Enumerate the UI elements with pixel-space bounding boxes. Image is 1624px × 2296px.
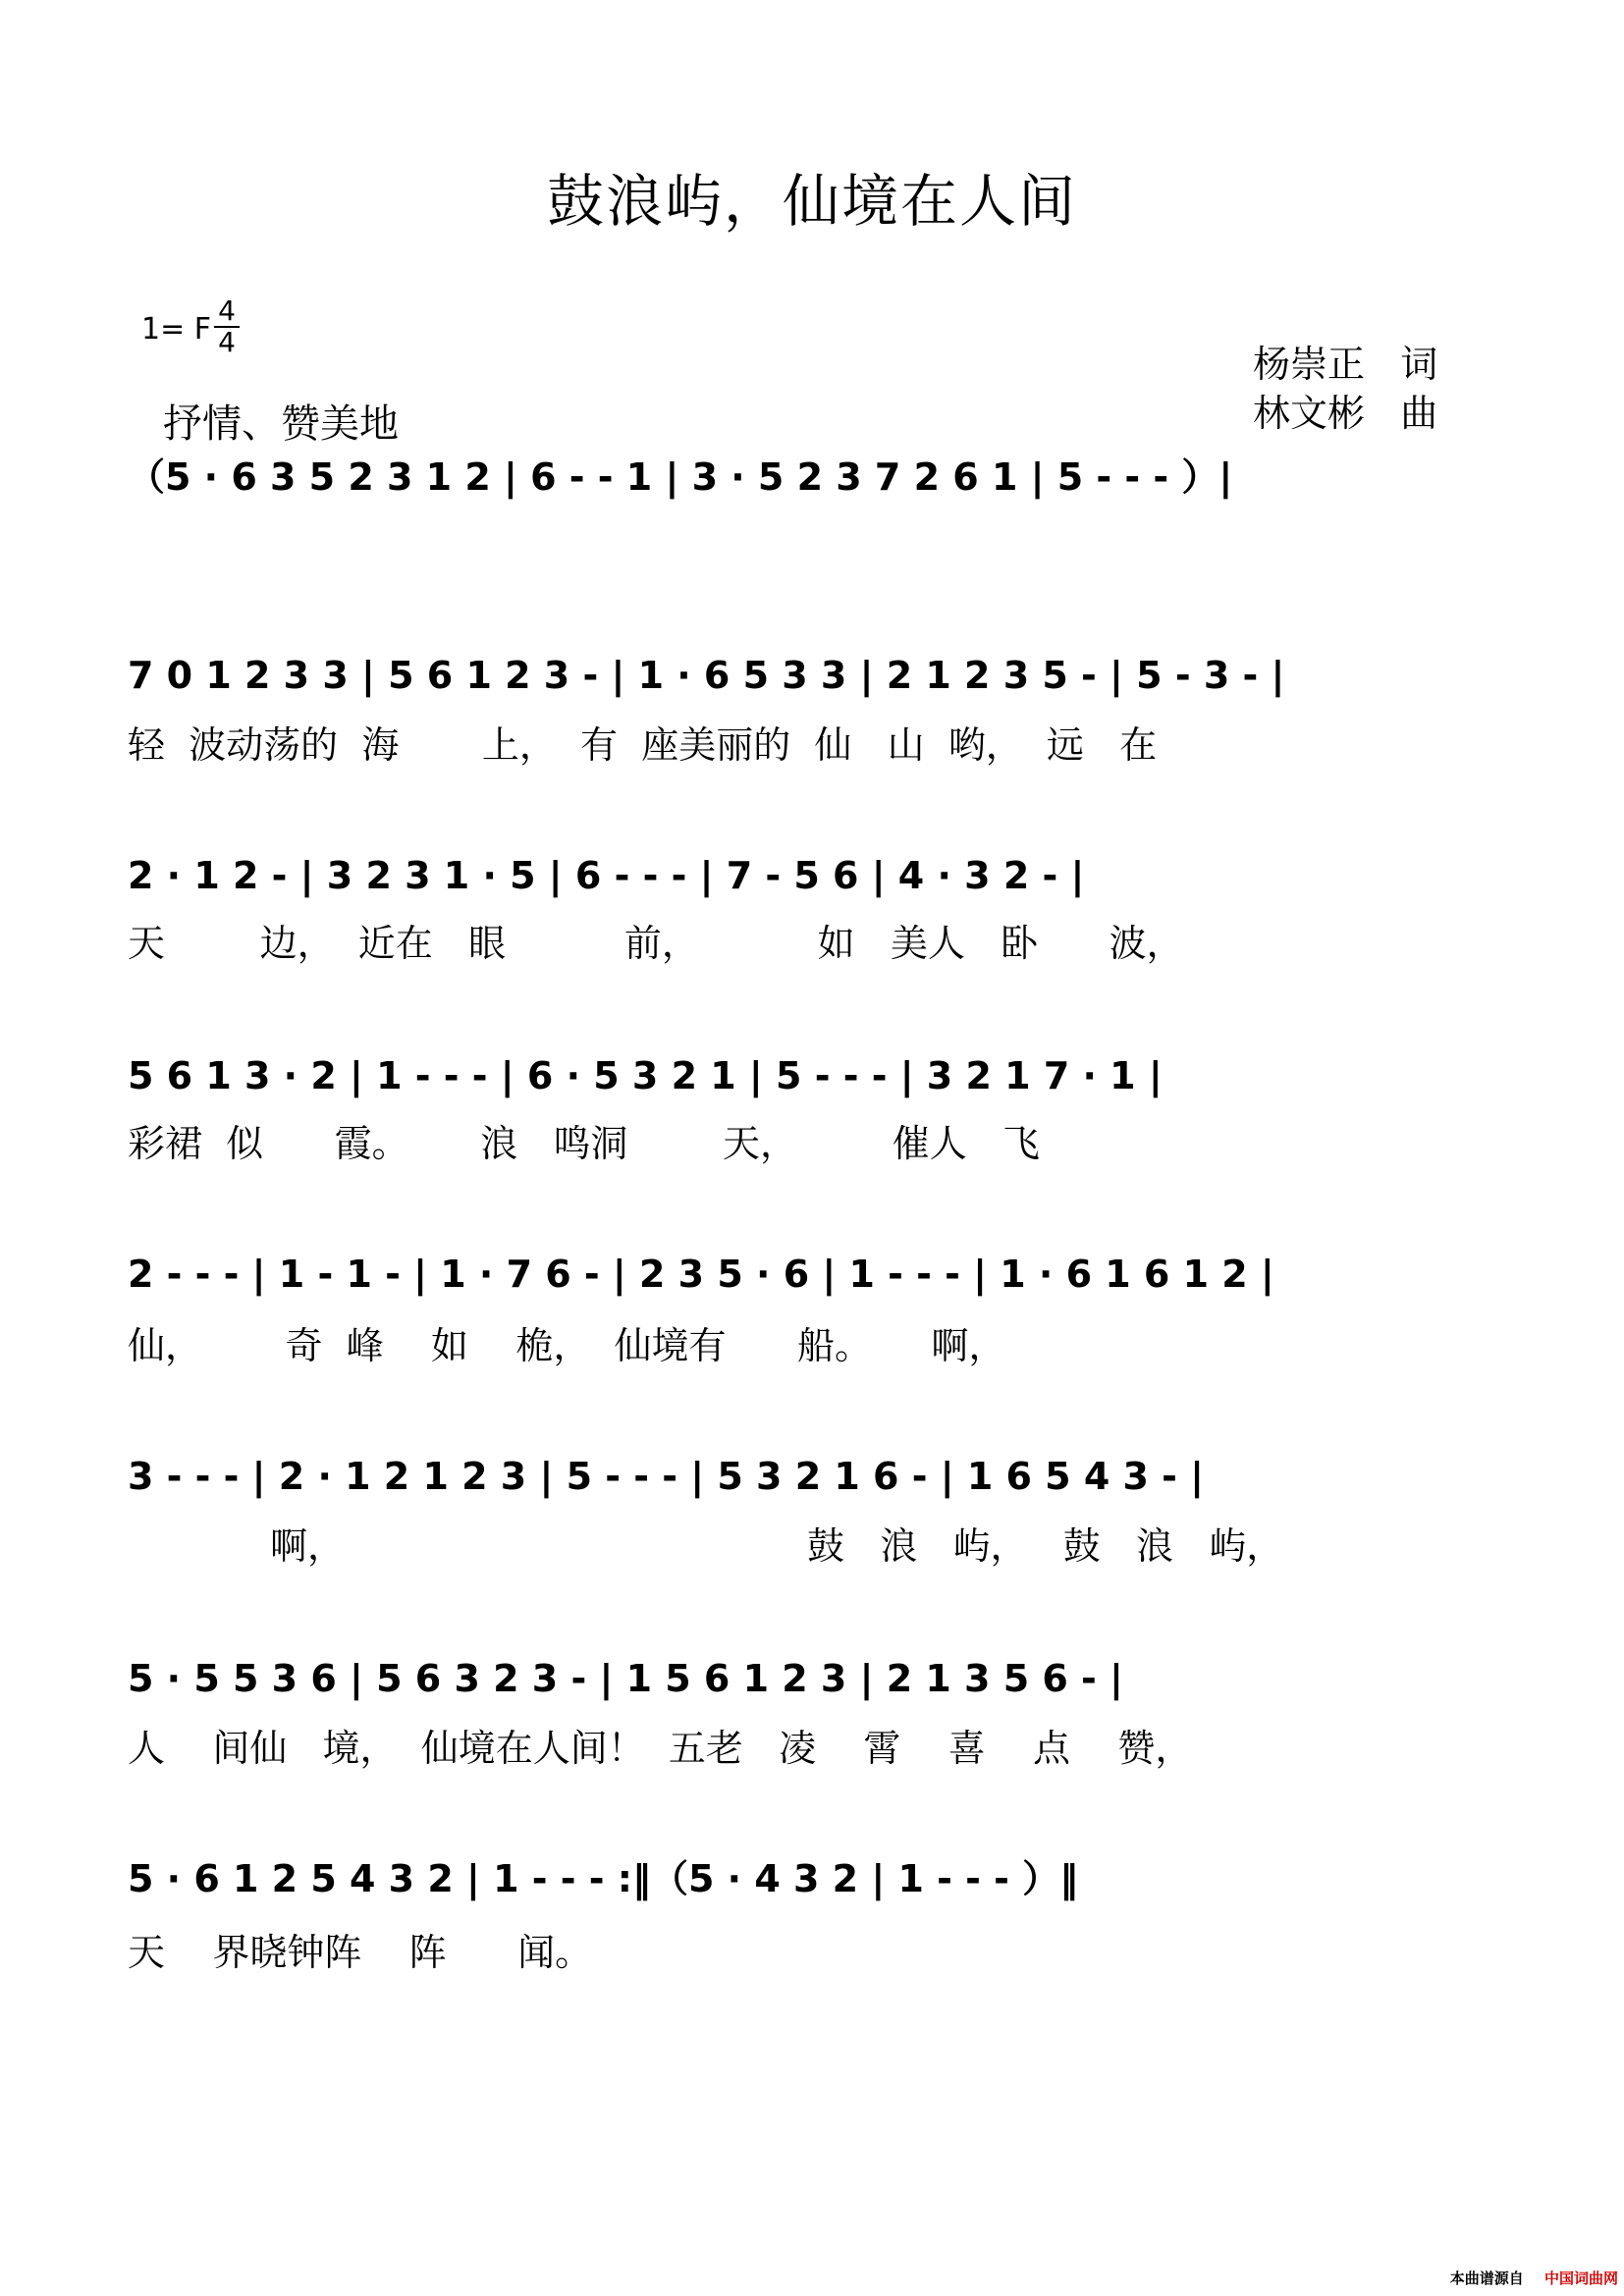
- credits: [1253, 340, 1437, 438]
- footer-source-label: 本曲谱源自: [1449, 2269, 1524, 2287]
- lyrics-line-4: 彩裙 似 霞。 浪 鸣洞 天， 催人 飞: [128, 1122, 1040, 1165]
- lyrics-line-8: 天 界晓钟阵 阵 闻。: [128, 1931, 593, 1974]
- score-line-7: [128, 1649, 1463, 1708]
- lyrics-line-5: 仙， 奇 峰 如 桅， 仙境有 船。 啊，: [128, 1324, 1006, 1367]
- lyrics-line-2: 轻 波动荡的 海 上， 有 座美丽的 仙 山 哟， 远 在: [128, 723, 1158, 767]
- tempo-marking: 抒情、赞美地: [163, 401, 399, 447]
- lyricist: 杨崇正 词: [1253, 343, 1438, 386]
- notation-line-3: 2 · 1 2 - | 3 2 3 1 · 5 | 6 - - - | 7 - 5 6 | 4 · 3 2 - |: [128, 854, 1085, 897]
- score-line-2: [128, 646, 1463, 705]
- notation-line-5: 2 - - - | 1 - 1 - | 1 · 7 6 - | 2 3 5 · 6 | 1 - - - | 1 · 6 1 6 1 2 |: [128, 1253, 1274, 1296]
- notation-line-4: 5 6 1 3 · 2 | 1 - - - | 6 · 5 3 2 1 | 5 - - - | 3 2 1 7 · 1 |: [128, 1054, 1163, 1097]
- notation-line-7: 5 · 5 5 3 6 | 5 6 3 2 3 - | 1 5 6 1 2 3 | 2 1 3 5 6 - |: [128, 1657, 1123, 1700]
- key-signature: 1= F: [141, 312, 212, 347]
- notation-line-2: 7 0 1 2 3 3 | 5 6 1 2 3 - | 1 · 6 5 3 3 | 2 1 2 3 5 - | 5 - 3 - |: [128, 654, 1285, 697]
- footer-source: [1450, 2268, 1618, 2288]
- lyrics-line-6: 啊， 鼓 浪 屿， 鼓 浪 屿，: [128, 1524, 1284, 1568]
- song-title: 鼓浪屿，仙境在人间: [546, 168, 1077, 235]
- notation-line-1: （5 · 6 3 5 2 3 1 2 | 6 - - 1 | 3 · 5 2 3 7 2 6 1 | 5 - - - ）|: [128, 455, 1233, 499]
- score-line-6: [128, 1447, 1463, 1506]
- composer: 林文彬 曲: [1253, 392, 1438, 435]
- score-line-8: [128, 1849, 1463, 1908]
- score-line-1: [128, 448, 1463, 507]
- time-signature-bottom: 4: [218, 326, 236, 358]
- score-line-4: [128, 1046, 1463, 1105]
- score-line-5: [128, 1245, 1463, 1304]
- lyrics-line-7: 人 间仙 境， 仙境在人间！ 五老 凌 霄 喜 点 赞，: [128, 1727, 1193, 1770]
- footer-site-link[interactable]: 中国词曲网: [1543, 2269, 1618, 2287]
- notation-line-6: 3 - - - | 2 · 1 2 1 2 3 | 5 - - - | 5 3 2 1 6 - | 1 6 5 4 3 - |: [128, 1455, 1205, 1498]
- lyrics-line-3: 天 边， 近在 眼 前， 如 美人 卧 波，: [128, 922, 1184, 965]
- score-line-3: [128, 846, 1463, 905]
- notation-line-8: 5 · 6 1 2 5 4 3 2 | 1 - - - :‖（5 · 4 3 2 | 1 - - - ）‖: [128, 1857, 1079, 1900]
- time-signature: [214, 296, 240, 357]
- time-signature-top: 4: [214, 296, 240, 328]
